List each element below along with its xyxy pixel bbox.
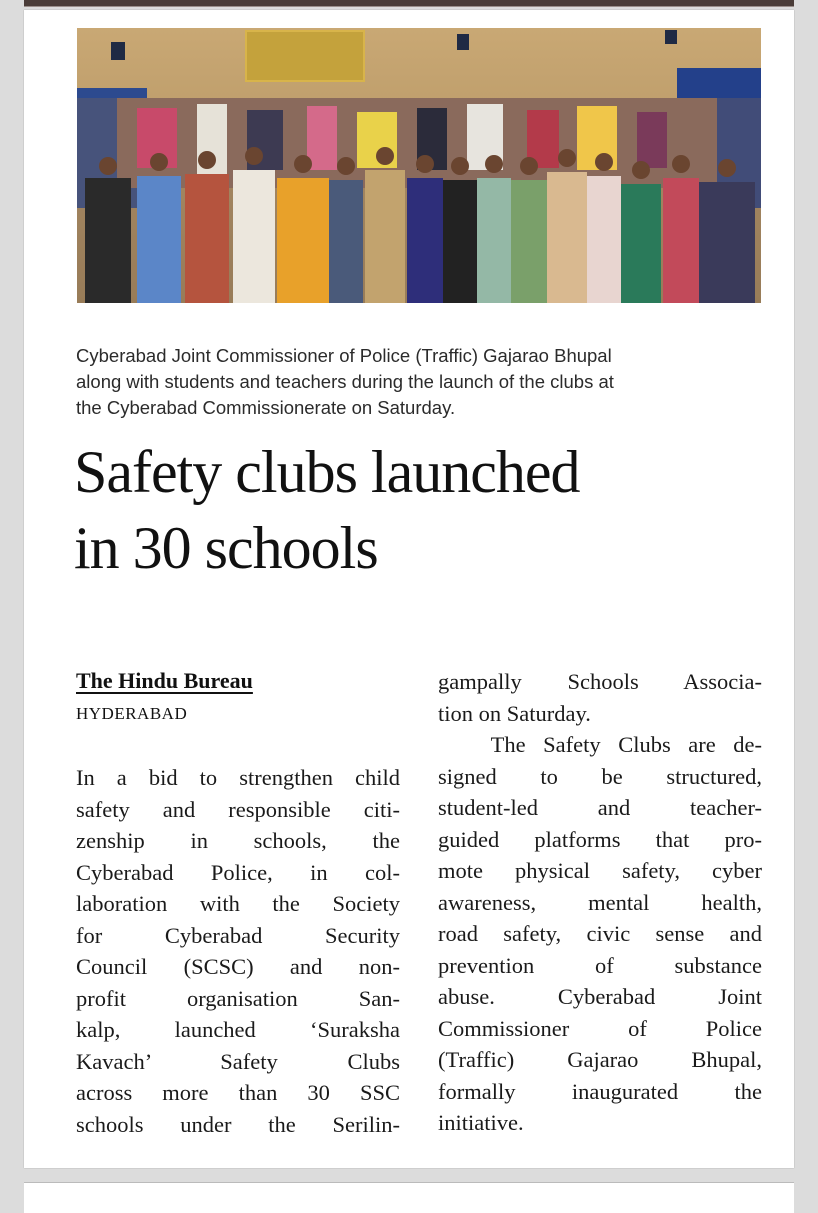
article-column-2 <box>438 666 762 1139</box>
photo-caption <box>76 343 766 421</box>
headline-line-2: in 30 schools <box>74 515 378 581</box>
text-line: prevention of substance <box>438 952 762 978</box>
text-line: road safety, civic sense and <box>438 921 762 946</box>
headline <box>74 434 774 586</box>
text-line: (Traffic) Gajarao Bhupal, <box>438 1047 762 1072</box>
text-line: The Safety Clubs are de- <box>438 732 762 757</box>
text-line: guided platforms that pro- <box>438 826 762 852</box>
text-line: gampally Schools Associa- <box>438 669 762 694</box>
text-line: laboration with the Society <box>76 891 400 916</box>
text-line: Cyberabad Police, in col- <box>76 859 400 885</box>
text-line: initiative. <box>438 1110 524 1135</box>
caption-line: along with students and teachers during the launch of the clubs at <box>76 371 614 392</box>
photo-crowd-front <box>85 170 755 303</box>
text-line: mote physical safety, cyber <box>438 858 762 883</box>
caption-line: Cyberabad Joint Commissioner of Police (Traffic) Gajarao Bhupal <box>76 345 612 366</box>
byline: The Hindu Bureau <box>76 668 253 693</box>
text-line: Council (SCSC) and non- <box>76 954 400 979</box>
dateline: HYDERABAD <box>76 704 188 723</box>
text-line: formally inaugurated the <box>438 1078 762 1104</box>
news-photo <box>77 28 761 303</box>
article-column-1 <box>76 762 400 1140</box>
text-line: awareness, mental health, <box>438 889 762 915</box>
text-line: Kavach’ Safety Clubs <box>76 1048 400 1074</box>
text-line: tion on Saturday. <box>438 700 591 726</box>
text-line: signed to be structured, <box>438 763 762 789</box>
photo-emblem <box>111 42 125 60</box>
text-line: profit organisation San- <box>76 985 400 1011</box>
text-line: kalp, launched ‘Suraksha <box>76 1017 400 1042</box>
text-line: In a bid to strengthen child <box>76 765 400 790</box>
text-line: across more than 30 SSC <box>76 1080 400 1105</box>
text-line: Commissioner of Police <box>438 1015 762 1041</box>
text-line: abuse. Cyberabad Joint <box>438 984 762 1009</box>
text-line: for Cyberabad Security <box>76 922 400 948</box>
text-line: student-led and teacher- <box>438 795 762 820</box>
top-edge-bar <box>24 0 794 7</box>
caption-line: the Cyberabad Commissionerate on Saturday. <box>76 397 456 418</box>
newspaper-clipping <box>24 10 794 1168</box>
text-line: schools under the Serilin- <box>76 1111 400 1137</box>
headline-line-1: Safety clubs launched <box>74 439 580 505</box>
next-clipping-edge <box>24 1182 794 1213</box>
text-line: zenship in schools, the <box>76 828 400 853</box>
text-line: safety and responsible citi- <box>76 796 400 822</box>
